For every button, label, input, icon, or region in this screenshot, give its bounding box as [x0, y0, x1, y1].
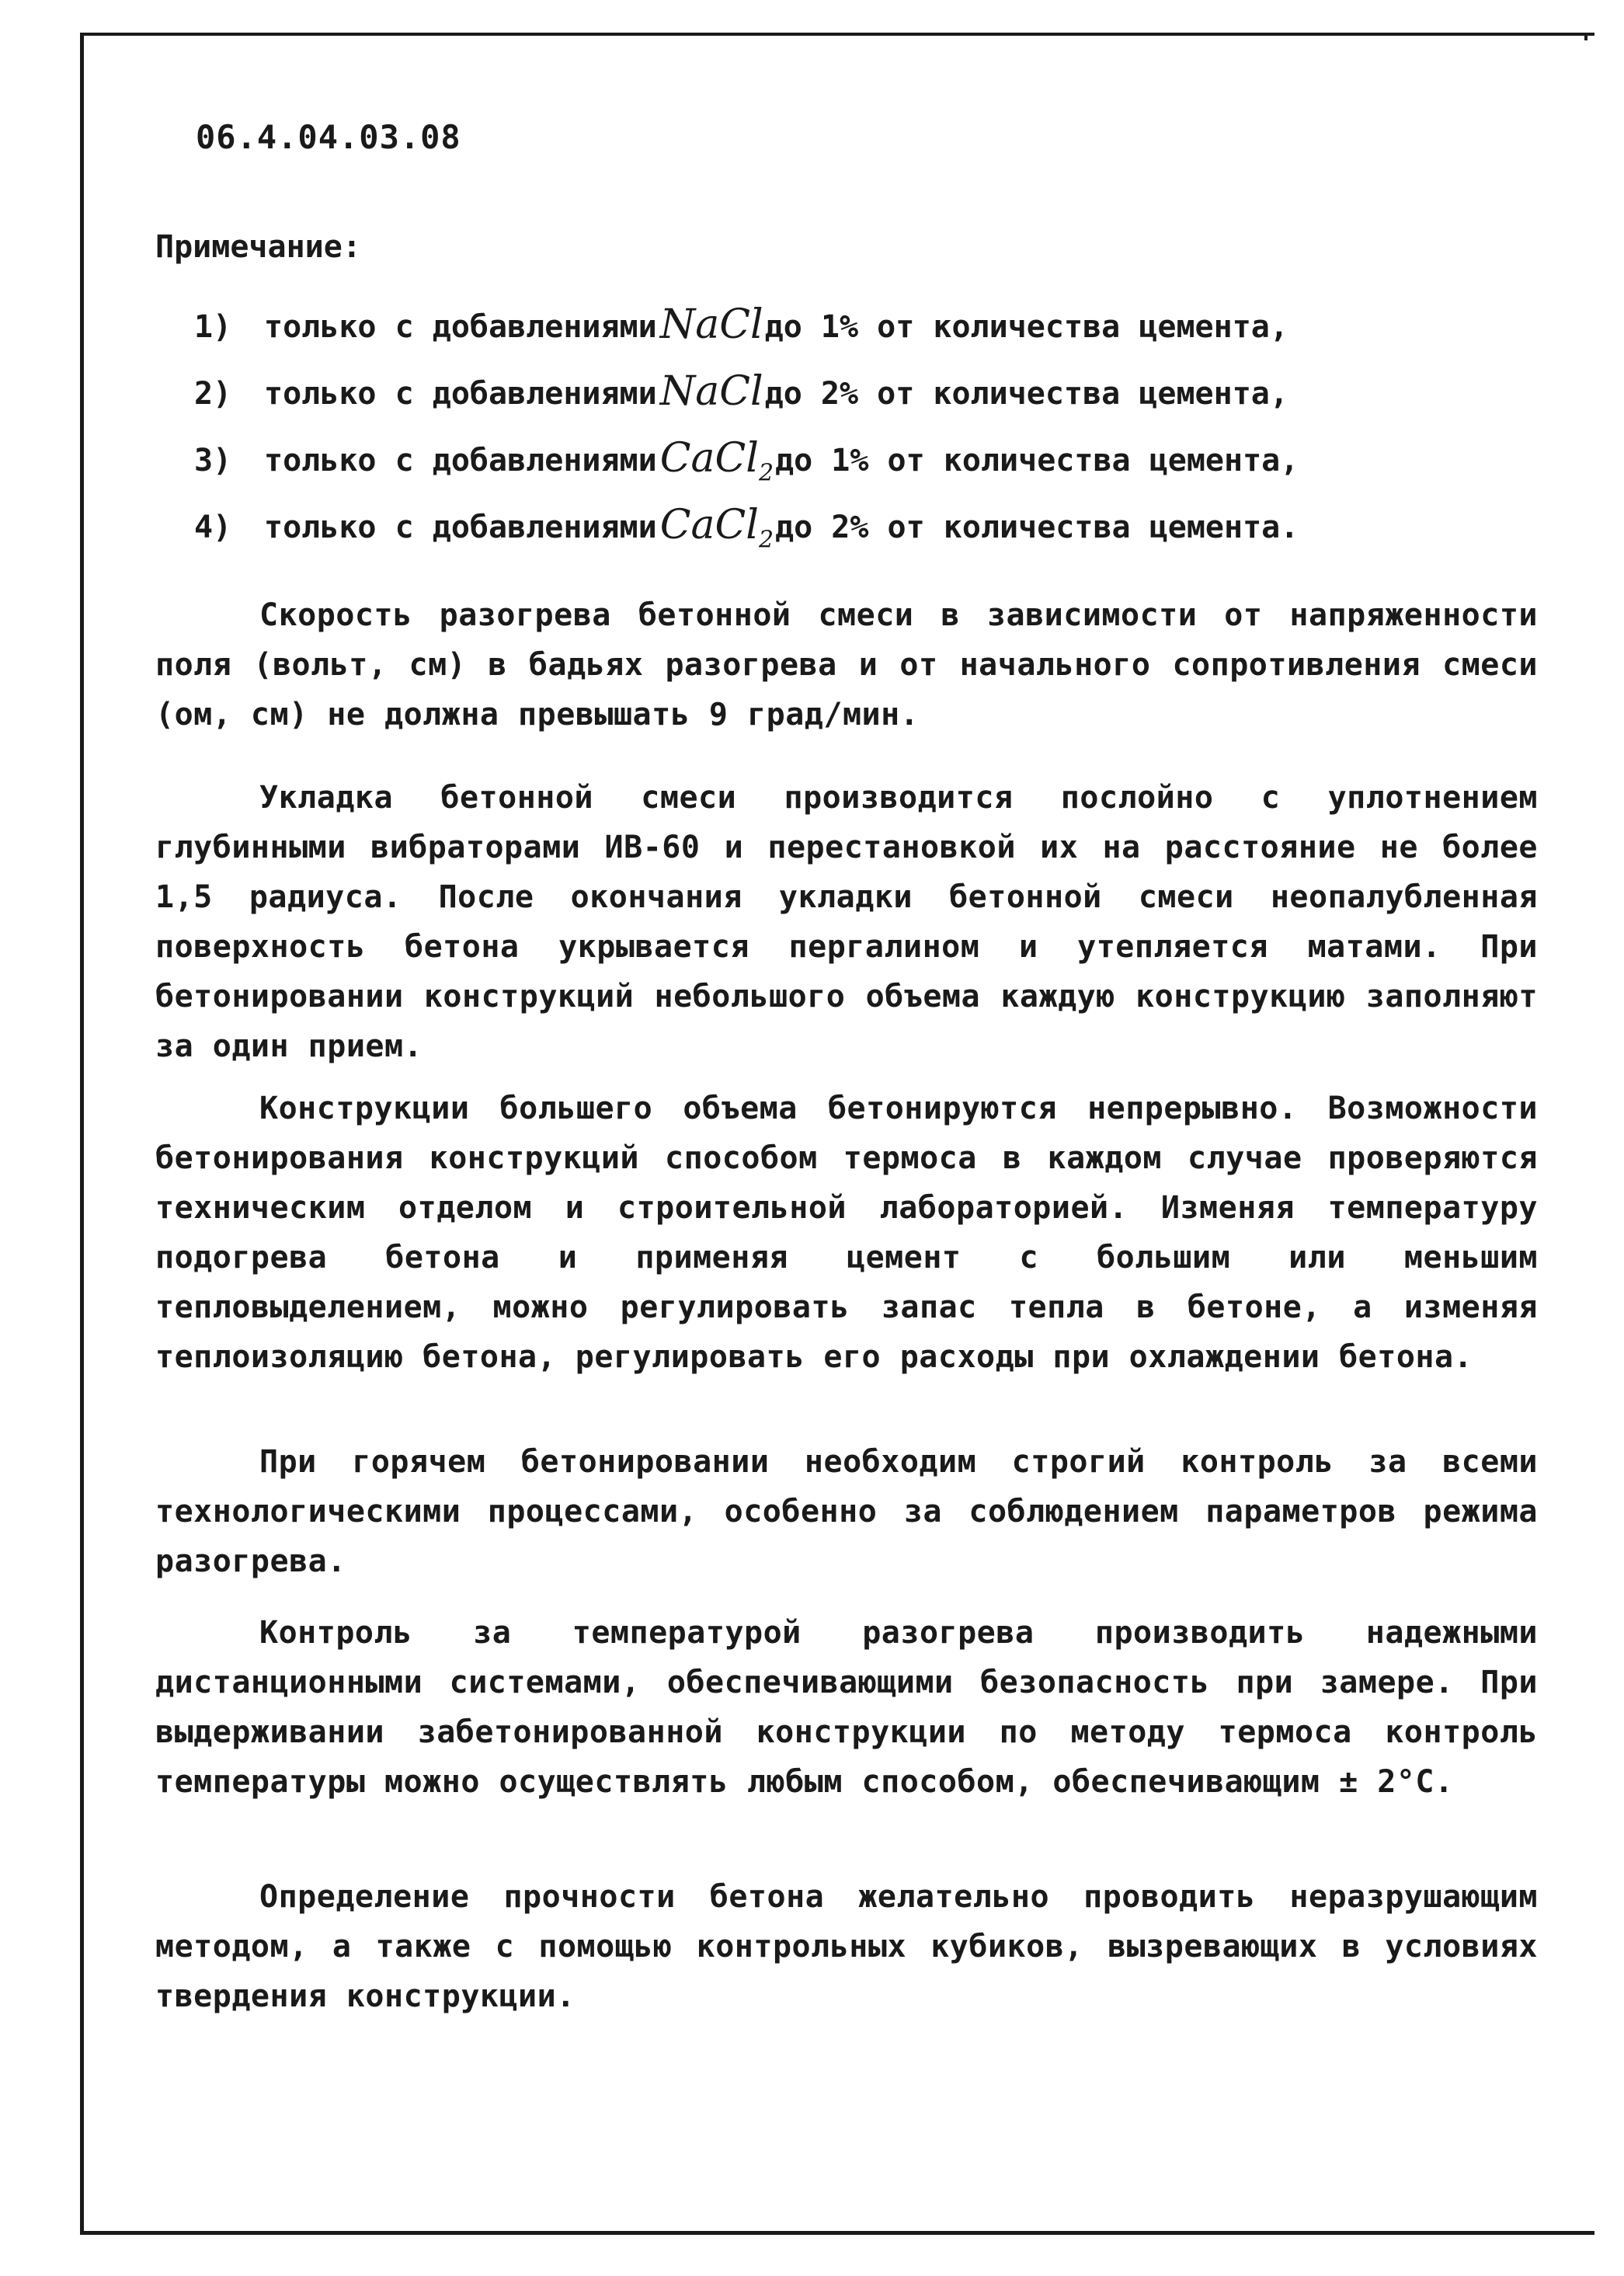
note-text-after: до 2% от количества цемента, — [764, 376, 1288, 412]
note-text-after: до 1% от количества цемента, — [764, 309, 1288, 345]
note-number: 4) — [194, 510, 232, 545]
paragraph-heating-rate: Скорость разогрева бетонной смеси в зависимости от напряженности поля (вольт, см) в бадьях разогрева и от начального сопротивления смеси (ом, см) не должна превышать 9 град/мин. — [155, 597, 1538, 733]
note-text-before: только с добавлениями — [264, 309, 657, 345]
paragraph-large-volume: Конструкции большего объема бетонируются непрерывно. Возможности бетонирования конструкций способом термоса в каждом случае проверяются техническим отделом и строительной лабораторией. Изменяя температуру подогрева бетона и применяя цемент с большим или меньшим тепловыделением, можно регулировать запас тепла в бетоне, а изменяя теплоизоляцию бетона, регулировать его расходы при охлаждении бетона. — [155, 1091, 1538, 1375]
note-item — [194, 427, 1299, 494]
paragraph-laying: Укладка бетонной смеси производится послойно с уплотнением глубинными вибраторами ИВ-60 и перестановкой их на расстояние не более 1,5 радиуса. После окончания укладки бетонной смеси неопалубленная поверхность бетона укрывается пергалином и утепляется матами. При бетонировании конструкций небольшого объема каждую конструкцию заполняют за один прием. — [155, 780, 1538, 1064]
paragraph-strength-testing: Определение прочности бетона желательно проводить неразрушающим методом, а также с помощью контрольных кубиков, вызревающих в условиях твердения конструкции. — [155, 1879, 1538, 2014]
note-number: 3) — [194, 443, 232, 479]
note-text-before: только с добавлениями — [264, 376, 657, 412]
note-text-before: только с добавлениями — [264, 443, 657, 479]
note-number: 1) — [194, 309, 232, 345]
paragraph-process-control: При горячем бетонировании необходим строгий контроль за всеми технологическими процессами, особенно за соблюдением параметров режима разогрева. — [155, 1444, 1538, 1579]
note-text-before: только с добавлениями — [264, 510, 657, 545]
chemical-formula: NaCl — [659, 367, 763, 415]
note-text-after: до 2% от количества цемента. — [775, 510, 1299, 545]
note-item — [194, 360, 1299, 427]
note-heading: Примечание: — [155, 229, 361, 265]
note-item — [194, 294, 1299, 360]
note-list — [194, 294, 1299, 561]
frame-corner-mark — [1584, 33, 1587, 40]
chemical-formula: CaCl$_2$ — [659, 434, 774, 487]
document-code: 06.4.04.03.08 — [196, 118, 461, 156]
chemical-formula: NaCl — [659, 301, 763, 348]
note-item — [194, 494, 1299, 561]
note-number: 2) — [194, 376, 232, 412]
paragraph-temperature-control: Контроль за температурой разогрева производить надежными дистанционными системами, обеспечивающими безопасность при замере. При выдерживании забетонированной конструкции по методу термоса контроль температуры можно осуществлять любым способом, обеспечивающим ± 2°С. — [155, 1615, 1538, 1800]
chemical-formula: CaCl$_2$ — [659, 501, 774, 554]
note-text-after: до 1% от количества цемента, — [775, 443, 1299, 479]
